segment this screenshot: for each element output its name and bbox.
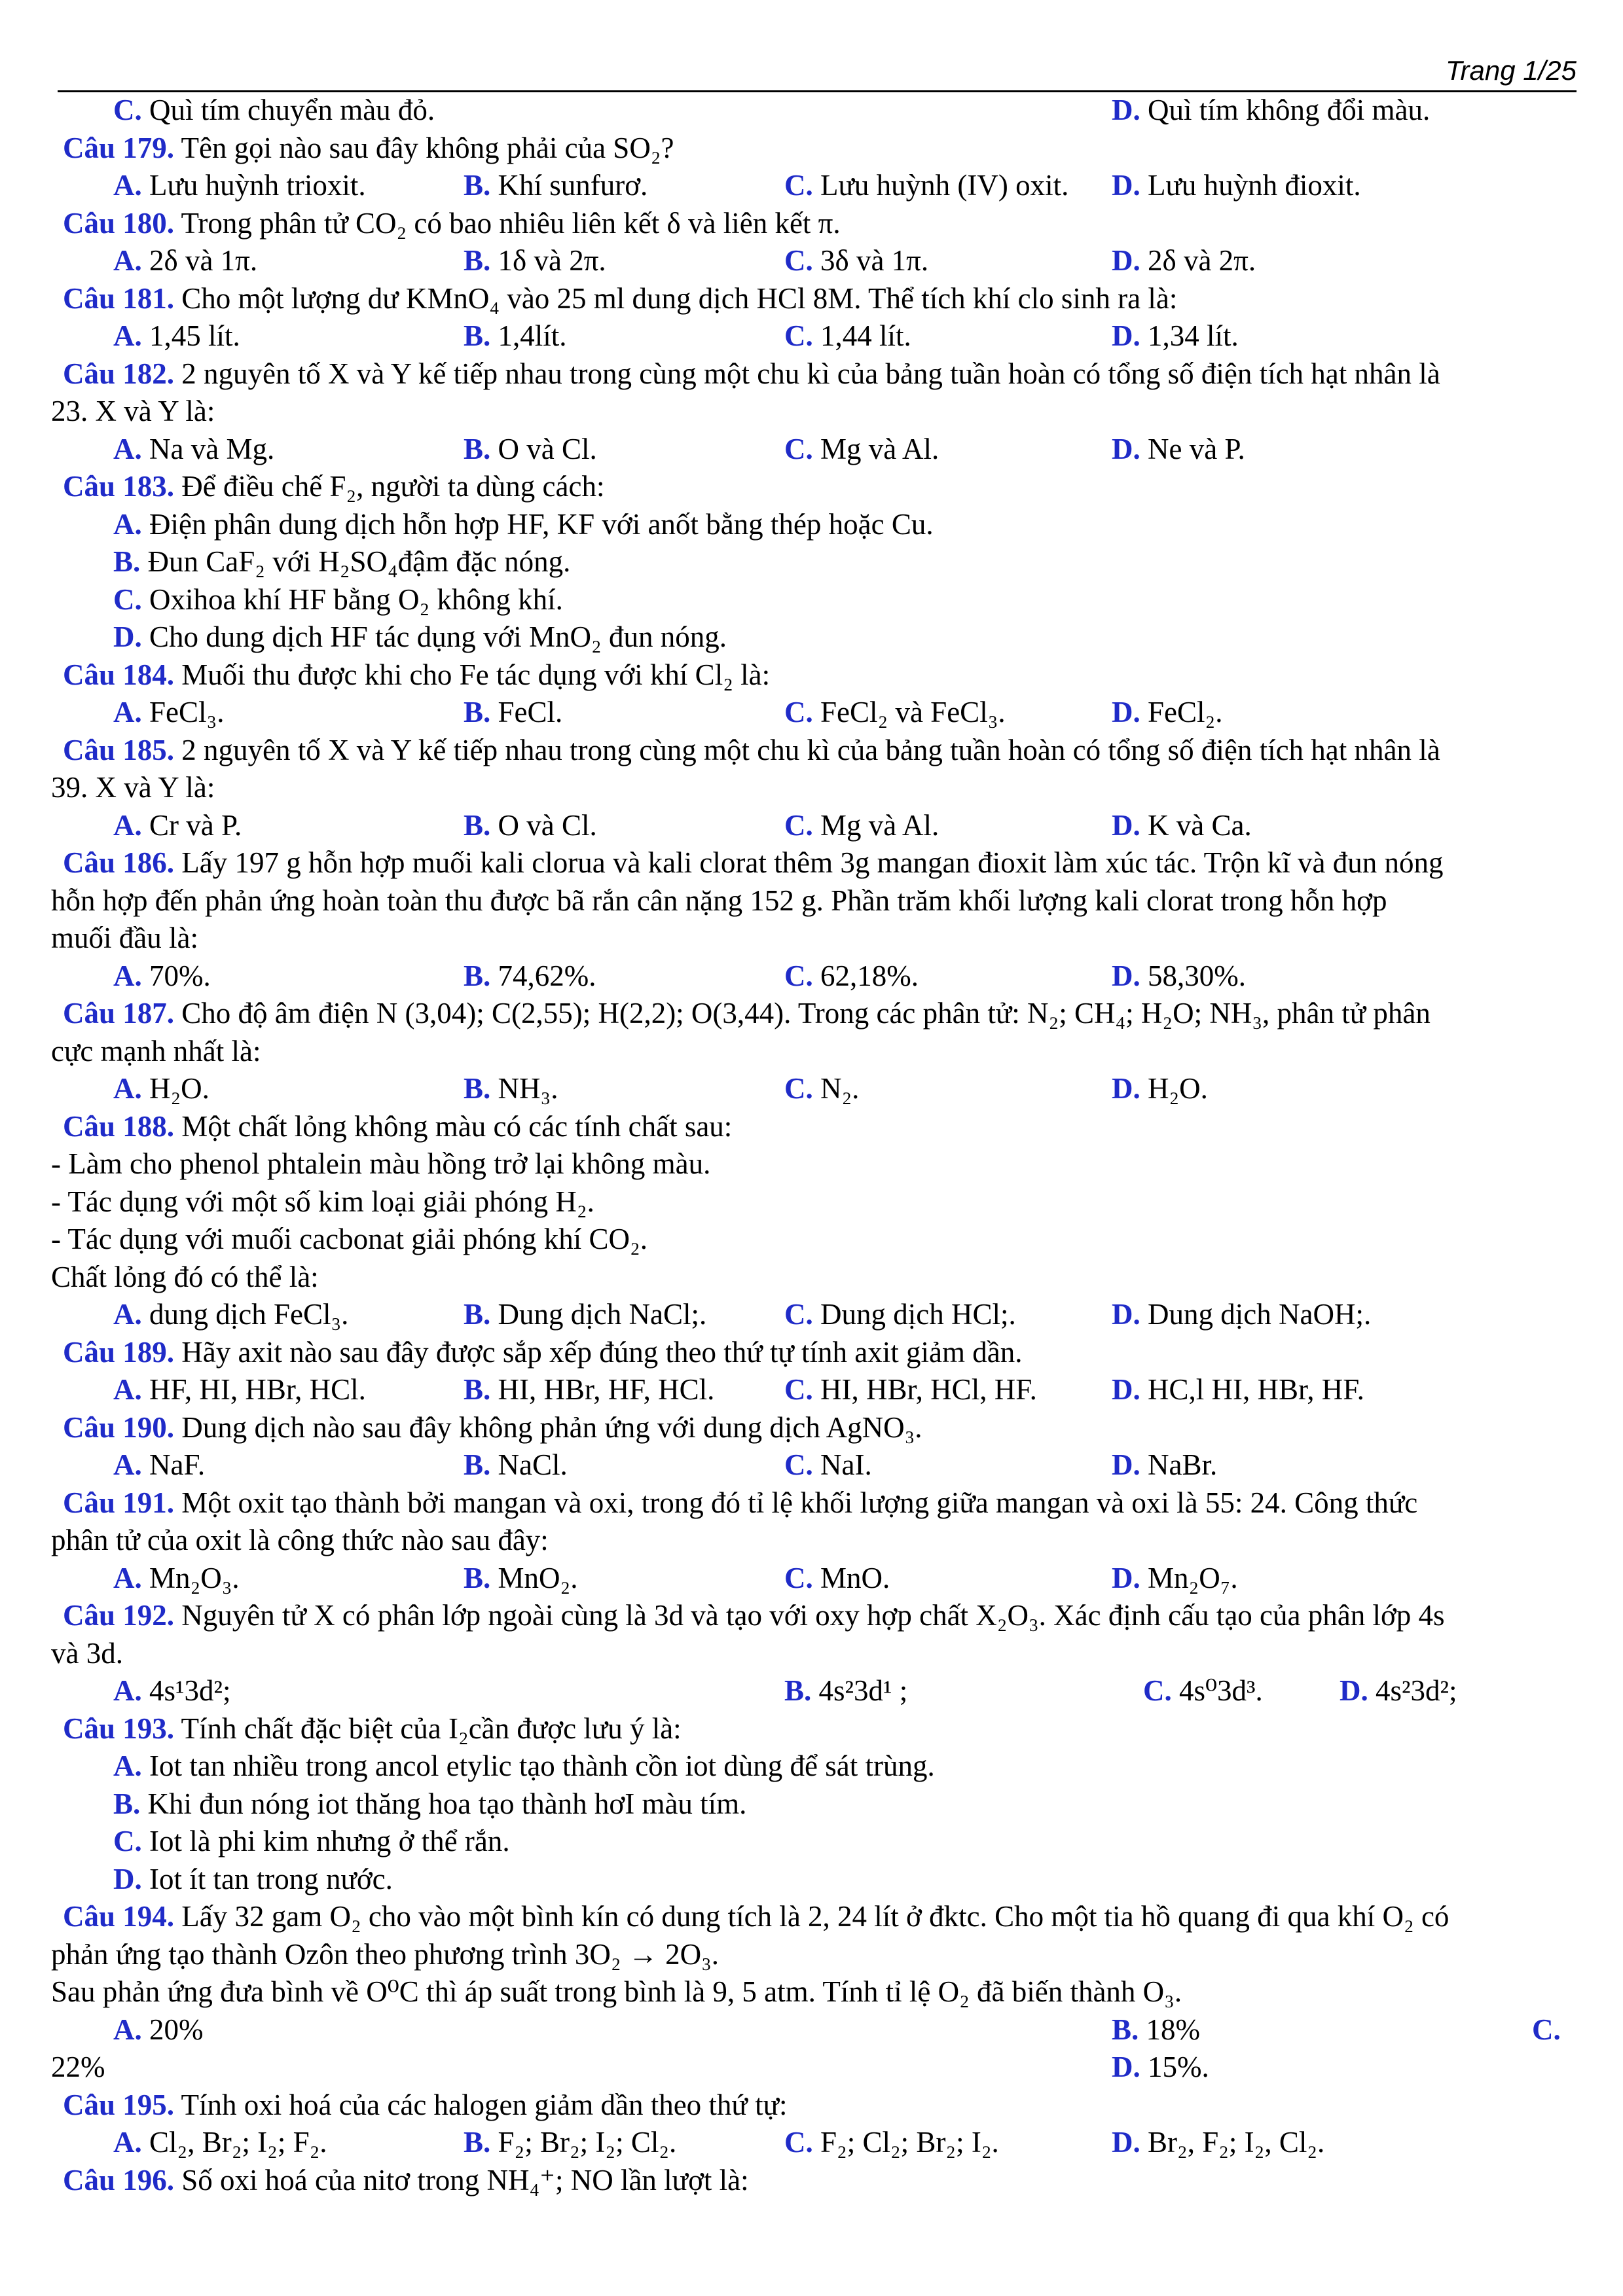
option-label: A. xyxy=(113,1298,142,1331)
question-text: Dung dịch nào sau đây không phản ứng với dung dịch AgNO₃. xyxy=(181,1410,922,1444)
question-187-cont: cực mạnh nhất là: xyxy=(51,1034,261,1067)
option-label: A. xyxy=(113,808,142,842)
q183-option-d xyxy=(51,619,1583,656)
question-188 xyxy=(51,1108,1583,1146)
option-text: 22% xyxy=(51,2051,105,2083)
option-text: Quì tím không đổi màu. xyxy=(1148,94,1431,126)
option-label: D. xyxy=(1112,1448,1140,1481)
question-183 xyxy=(51,468,1583,506)
q191-options xyxy=(51,1560,1583,1598)
option-text: Oxihoa khí HF bằng O₂ không khí. xyxy=(149,583,563,616)
option-label: C. xyxy=(113,1825,142,1857)
option-text: Lưu huỳnh trioxit. xyxy=(149,169,366,202)
option-label: C. xyxy=(784,319,813,352)
question-text: Số oxi hoá của nitơ trong NH₄⁺; NO lần lượt là: xyxy=(181,2163,749,2197)
option-label: B. xyxy=(464,1561,491,1594)
q193-option-c xyxy=(51,1823,1583,1861)
question-text: 2 nguyên tố X và Y kế tiếp nhau trong cùng một chu kì của bảng tuần hoàn có tổng số điện tích hạt nhân là xyxy=(181,357,1440,390)
option-label: A. xyxy=(113,1072,142,1105)
option-text: 58,30%. xyxy=(1148,959,1246,992)
option-text: Dung dịch HCl;. xyxy=(820,1298,1016,1331)
q194-options-row2 xyxy=(51,2049,1583,2087)
option-label: B. xyxy=(464,1072,491,1105)
q186-options xyxy=(51,958,1583,996)
option-text: Cl₂, Br₂; I₂; F₂. xyxy=(149,2126,327,2159)
q193-option-b xyxy=(51,1785,1583,1823)
option-text: Dung dịch NaOH;. xyxy=(1148,1298,1372,1331)
question-184 xyxy=(51,656,1583,694)
option-text: H₂O. xyxy=(1148,1072,1208,1105)
page-header xyxy=(58,51,1577,92)
option-text: F₂; Cl₂; Br₂; I₂. xyxy=(820,2126,999,2159)
question-191-cont: phân tử của oxit là công thức nào sau đây: xyxy=(51,1524,549,1556)
option-text: Đun CaF₂ với H₂SO₄đậm đặc nóng. xyxy=(147,545,571,578)
option-label: D. xyxy=(1112,319,1140,352)
question-194-cont: phản ứng tạo thành Ozôn theo phương trình 3O₂ → 2O₃. xyxy=(51,1937,720,1971)
question-191 xyxy=(51,1484,1583,1522)
option-label: B. xyxy=(1112,2013,1139,2046)
question-text: Tính chất đặc biệt của I₂cần được lưu ý là: xyxy=(181,1712,682,1745)
option-label: C. xyxy=(113,583,142,616)
question-196 xyxy=(51,2162,1583,2200)
q188-options xyxy=(51,1296,1583,1334)
option-label: C. xyxy=(784,1448,813,1481)
option-text: Lưu huỳnh (IV) oxit. xyxy=(820,169,1069,202)
option-text: Cho dung dịch HF tác dụng với MnO₂ đun nóng. xyxy=(149,620,727,653)
question-text: Để điều chế F₂, người ta dùng cách: xyxy=(181,470,605,503)
option-text: Br₂, F₂; I₂, Cl₂. xyxy=(1148,2126,1325,2159)
option-text: MnO. xyxy=(820,1561,890,1594)
option-text: 1δ và 2π. xyxy=(498,244,606,277)
option-label: C. xyxy=(784,808,813,842)
option-text: O và Cl. xyxy=(498,432,597,465)
q193-option-a xyxy=(51,1748,1583,1785)
question-text: Tính oxi hoá của các halogen giảm dần theo thứ tự: xyxy=(181,2088,788,2121)
question-number: Câu 196. xyxy=(63,2163,175,2197)
option-text: HC,l HI, HBr, HF. xyxy=(1148,1373,1364,1406)
option-text: 4s¹3d²; xyxy=(149,1674,231,1707)
question-text: Trong phân tử CO₂ có bao nhiêu liên kết δ và liên kết π. xyxy=(181,206,841,240)
option-label: A. xyxy=(113,1448,142,1481)
option-label: D. xyxy=(113,620,142,653)
option-label: A. xyxy=(113,432,142,465)
option-text: Na và Mg. xyxy=(149,432,275,465)
option-label: D. xyxy=(1112,1298,1140,1331)
option-text: Ne và P. xyxy=(1148,432,1245,465)
question-text: Cho độ âm điện N (3,04); C(2,55); H(2,2); O(3,44). Trong các phân tử: N₂; CH₄; H₂O; NH₃, phân tử phân xyxy=(181,997,1431,1030)
option-text: 20% xyxy=(149,2013,204,2046)
question-number: Câu 194. xyxy=(63,1900,175,1933)
option-label: B. xyxy=(464,696,491,728)
option-text: Iot ít tan trong nước. xyxy=(149,1862,393,1895)
q181-options xyxy=(51,317,1583,355)
question-number: Câu 181. xyxy=(63,281,175,315)
q178-options xyxy=(51,92,1583,130)
question-number: Câu 191. xyxy=(63,1486,175,1519)
option-label: A. xyxy=(113,319,142,352)
option-label: C. xyxy=(784,244,813,277)
question-186 xyxy=(51,844,1583,882)
q179-options xyxy=(51,167,1583,205)
page-number: Trang 1/25 xyxy=(1445,55,1577,86)
option-label: A. xyxy=(113,1561,142,1594)
q182-options xyxy=(51,431,1583,469)
option-text: 3δ và 1π. xyxy=(820,244,929,277)
option-text: 4s²3d¹ ; xyxy=(818,1674,908,1707)
option-text: 18% xyxy=(1146,2013,1201,2046)
option-label: C. xyxy=(784,1373,813,1406)
option-label: B. xyxy=(784,1674,812,1707)
option-text: HI, HBr, HCl, HF. xyxy=(820,1373,1037,1406)
option-label: C. xyxy=(1532,2013,1561,2046)
option-label: C. xyxy=(784,959,813,992)
option-text: Khi đun nóng iot thăng hoa tạo thành hơI màu tím. xyxy=(147,1787,747,1820)
option-text: 1,34 lít. xyxy=(1148,319,1239,352)
option-label: C. xyxy=(113,94,142,126)
option-label: B. xyxy=(464,959,491,992)
option-text: Mg và Al. xyxy=(820,808,939,842)
question-number: Câu 195. xyxy=(63,2088,175,2121)
question-185 xyxy=(51,732,1583,770)
question-187 xyxy=(51,995,1583,1033)
question-number: Câu 184. xyxy=(63,658,175,691)
question-number: Câu 189. xyxy=(63,1335,175,1369)
option-label: D. xyxy=(1112,2051,1140,2083)
question-188-line1: - Làm cho phenol phtalein màu hồng trở lại không màu. xyxy=(51,1147,711,1180)
q180-options xyxy=(51,242,1583,280)
option-text: HI, HBr, HF, HCl. xyxy=(498,1373,715,1406)
question-195 xyxy=(51,2087,1583,2125)
option-text: FeCl₃. xyxy=(149,696,225,728)
option-label: B. xyxy=(464,319,491,352)
question-192 xyxy=(51,1597,1583,1635)
option-text: Mg và Al. xyxy=(820,432,939,465)
question-180 xyxy=(51,205,1583,243)
question-194-cont2: Sau phản ứng đưa bình về O⁰C thì áp suất trong bình là 9, 5 atm. Tính tỉ lệ O₂ đã biến thành O₃. xyxy=(51,1975,1182,2008)
question-182-cont: 23. X và Y là: xyxy=(51,395,215,427)
q195-options xyxy=(51,2124,1583,2162)
option-label: A. xyxy=(113,169,142,202)
option-text: Cr và P. xyxy=(149,808,242,842)
question-185-cont: 39. X và Y là: xyxy=(51,771,215,804)
option-text: dung dịch FeCl₃. xyxy=(149,1298,349,1331)
option-text: Khí sunfurơ. xyxy=(498,169,648,202)
question-190 xyxy=(51,1409,1583,1447)
option-label: D. xyxy=(1112,94,1140,126)
question-188-line2: - Tác dụng với một số kim loại giải phóng H₂. xyxy=(51,1185,594,1218)
question-186-cont: hỗn hợp đến phản ứng hoàn toàn thu được bã rắn cân nặng 152 g. Phần trăm khối lượng kali clorat trong hỗn hợp xyxy=(51,884,1387,917)
option-label: C. xyxy=(784,169,813,202)
option-label: C. xyxy=(784,696,813,728)
question-number: Câu 188. xyxy=(63,1109,175,1143)
option-label: A. xyxy=(113,959,142,992)
q183-option-a xyxy=(51,506,1583,544)
option-label: D. xyxy=(1112,432,1140,465)
q187-options xyxy=(51,1070,1583,1108)
option-text: Dung dịch NaCl;. xyxy=(498,1298,707,1331)
option-text: NH₃. xyxy=(498,1072,558,1105)
question-text: Cho một lượng dư KMnO₄ vào 25 ml dung dịch HCl 8M. Thể tích khí clo sinh ra là: xyxy=(181,281,1178,315)
option-label: D. xyxy=(1340,1674,1368,1707)
question-number: Câu 183. xyxy=(63,470,175,503)
question-193 xyxy=(51,1710,1583,1748)
question-number: Câu 193. xyxy=(63,1712,175,1745)
option-text: NaBr. xyxy=(1148,1448,1218,1481)
q193-option-d xyxy=(51,1861,1583,1899)
option-text: Iot tan nhiều trong ancol etylic tạo thành cồn iot dùng để sát trùng. xyxy=(149,1749,935,1782)
option-label: A. xyxy=(113,1674,142,1707)
option-text: Quì tím chuyển màu đỏ. xyxy=(149,94,435,126)
question-text: Một oxit tạo thành bởi mangan và oxi, trong đó tỉ lệ khối lượng giữa mangan và oxi là 55: 24. Công thức xyxy=(181,1486,1418,1519)
option-text: NaI. xyxy=(820,1448,872,1481)
question-186-cont2: muối đầu là: xyxy=(51,922,198,954)
option-text: 62,18%. xyxy=(820,959,919,992)
option-text: 4s⁰3d³. xyxy=(1179,1674,1263,1707)
q189-options xyxy=(51,1371,1583,1409)
option-text: 1,4lít. xyxy=(498,319,567,352)
question-text: Nguyên tử X có phân lớp ngoài cùng là 3d và tạo với oxy hợp chất X₂O₃. Xác định cấu tạo của phân lớp 4s xyxy=(181,1599,1445,1632)
option-text: Iot là phi kim nhưng ở thể rắn. xyxy=(149,1825,510,1857)
option-text: 2δ và 1π. xyxy=(149,244,258,277)
option-text: NaCl. xyxy=(498,1448,568,1481)
option-label: D. xyxy=(1112,2126,1140,2159)
option-text: Lưu huỳnh đioxit. xyxy=(1148,169,1361,202)
question-182 xyxy=(51,355,1583,393)
option-label: B. xyxy=(464,2126,491,2159)
question-list xyxy=(51,92,1583,2199)
q190-options xyxy=(51,1446,1583,1484)
option-text: FeCl₂ và FeCl₃. xyxy=(820,696,1006,728)
option-label: D. xyxy=(1112,808,1140,842)
option-label: D. xyxy=(113,1862,142,1895)
option-label: A. xyxy=(113,1373,142,1406)
question-text: Lấy 197 g hỗn hợp muối kali clorua và kali clorat thêm 3g mangan đioxit làm xúc tác. Trộn kĩ và đun nóng xyxy=(181,846,1444,879)
option-label: B. xyxy=(464,244,491,277)
question-188-line3: - Tác dụng với muối cacbonat giải phóng khí CO₂. xyxy=(51,1223,647,1255)
question-text: Hãy axit nào sau đây được sắp xếp đúng theo thứ tự tính axit giảm dần. xyxy=(181,1335,1023,1369)
option-label: C. xyxy=(784,432,813,465)
option-label: D. xyxy=(1112,959,1140,992)
option-text: Mn₂O₃. xyxy=(149,1561,240,1594)
option-text: N₂. xyxy=(820,1072,860,1105)
question-number: Câu 192. xyxy=(63,1599,175,1632)
option-label: B. xyxy=(113,1787,141,1820)
option-text: O và Cl. xyxy=(498,808,597,842)
option-text: 1,44 lít. xyxy=(820,319,911,352)
option-text: Điện phân dung dịch hỗn hợp HF, KF với anốt bằng thép hoặc Cu. xyxy=(149,507,934,541)
option-label: A. xyxy=(113,696,142,728)
option-label: D. xyxy=(1112,1373,1140,1406)
option-label: C. xyxy=(1143,1674,1172,1707)
option-text: 2δ và 2π. xyxy=(1148,244,1256,277)
option-label: B. xyxy=(464,808,491,842)
option-label: C. xyxy=(784,1561,813,1594)
option-text: NaF. xyxy=(149,1448,206,1481)
question-192-cont: và 3d. xyxy=(51,1636,123,1670)
question-number: Câu 186. xyxy=(63,846,175,879)
option-text: 70%. xyxy=(149,959,211,992)
option-text: FeCl. xyxy=(498,696,563,728)
question-number: Câu 179. xyxy=(63,131,175,164)
option-text: 74,62%. xyxy=(498,959,596,992)
q184-options xyxy=(51,694,1583,732)
option-text: F₂; Br₂; I₂; Cl₂. xyxy=(498,2126,677,2159)
option-label: A. xyxy=(113,2013,142,2046)
q192-options xyxy=(51,1672,1583,1710)
option-text: 4s²3d²; xyxy=(1376,1674,1457,1707)
question-188-line4: Chất lỏng đó có thể là: xyxy=(51,1260,319,1293)
question-194 xyxy=(51,1898,1583,1936)
option-label: A. xyxy=(113,507,142,541)
question-number: Câu 185. xyxy=(63,733,175,766)
option-text: 1,45 lít. xyxy=(149,319,240,352)
q185-options xyxy=(51,807,1583,845)
question-181 xyxy=(51,280,1583,318)
question-text: Muối thu được khi cho Fe tác dụng với khí Cl₂ là: xyxy=(181,658,771,691)
option-label: B. xyxy=(464,1448,491,1481)
question-number: Câu 190. xyxy=(63,1410,175,1444)
option-label: D. xyxy=(1112,1072,1140,1105)
option-label: A. xyxy=(113,2126,142,2159)
option-text: H₂O. xyxy=(149,1072,210,1105)
question-text: 2 nguyên tố X và Y kế tiếp nhau trong cùng một chu kì của bảng tuần hoàn có tổng số điện tích hạt nhân là xyxy=(181,733,1440,766)
option-text: HF, HI, HBr, HCl. xyxy=(149,1373,366,1406)
q183-option-c xyxy=(51,581,1583,619)
question-text: Một chất lỏng không màu có các tính chất sau: xyxy=(181,1109,733,1143)
option-text: 15%. xyxy=(1148,2051,1209,2083)
q194-options-row1 xyxy=(51,2011,1583,2049)
option-label: D. xyxy=(1112,244,1140,277)
option-label: D. xyxy=(1112,1561,1140,1594)
question-number: Câu 187. xyxy=(63,997,175,1030)
question-179 xyxy=(51,130,1583,168)
option-label: C. xyxy=(784,1072,813,1105)
option-text: K và Ca. xyxy=(1148,808,1252,842)
option-label: A. xyxy=(113,1749,142,1782)
option-text: Mn₂O₇. xyxy=(1148,1561,1238,1594)
option-label: B. xyxy=(464,432,491,465)
option-label: B. xyxy=(464,1373,491,1406)
option-label: B. xyxy=(464,1298,491,1331)
question-number: Câu 180. xyxy=(63,206,175,240)
option-label: C. xyxy=(784,2126,813,2159)
question-text: Lấy 32 gam O₂ cho vào một bình kín có dung tích là 2, 24 lít ở đktc. Cho một tia hồ quang đi qua khí O₂ có xyxy=(181,1900,1450,1933)
option-label: D. xyxy=(1112,696,1140,728)
option-label: B. xyxy=(113,545,141,578)
option-text: FeCl₂. xyxy=(1148,696,1223,728)
q183-option-b xyxy=(51,543,1583,581)
option-label: B. xyxy=(464,169,491,202)
question-number: Câu 182. xyxy=(63,357,175,390)
option-label: A. xyxy=(113,244,142,277)
option-text: MnO₂. xyxy=(498,1561,578,1594)
option-label: D. xyxy=(1112,169,1140,202)
option-label: C. xyxy=(784,1298,813,1331)
question-text: Tên gọi nào sau đây không phải của SO₂? xyxy=(181,131,674,164)
question-189 xyxy=(51,1334,1583,1372)
